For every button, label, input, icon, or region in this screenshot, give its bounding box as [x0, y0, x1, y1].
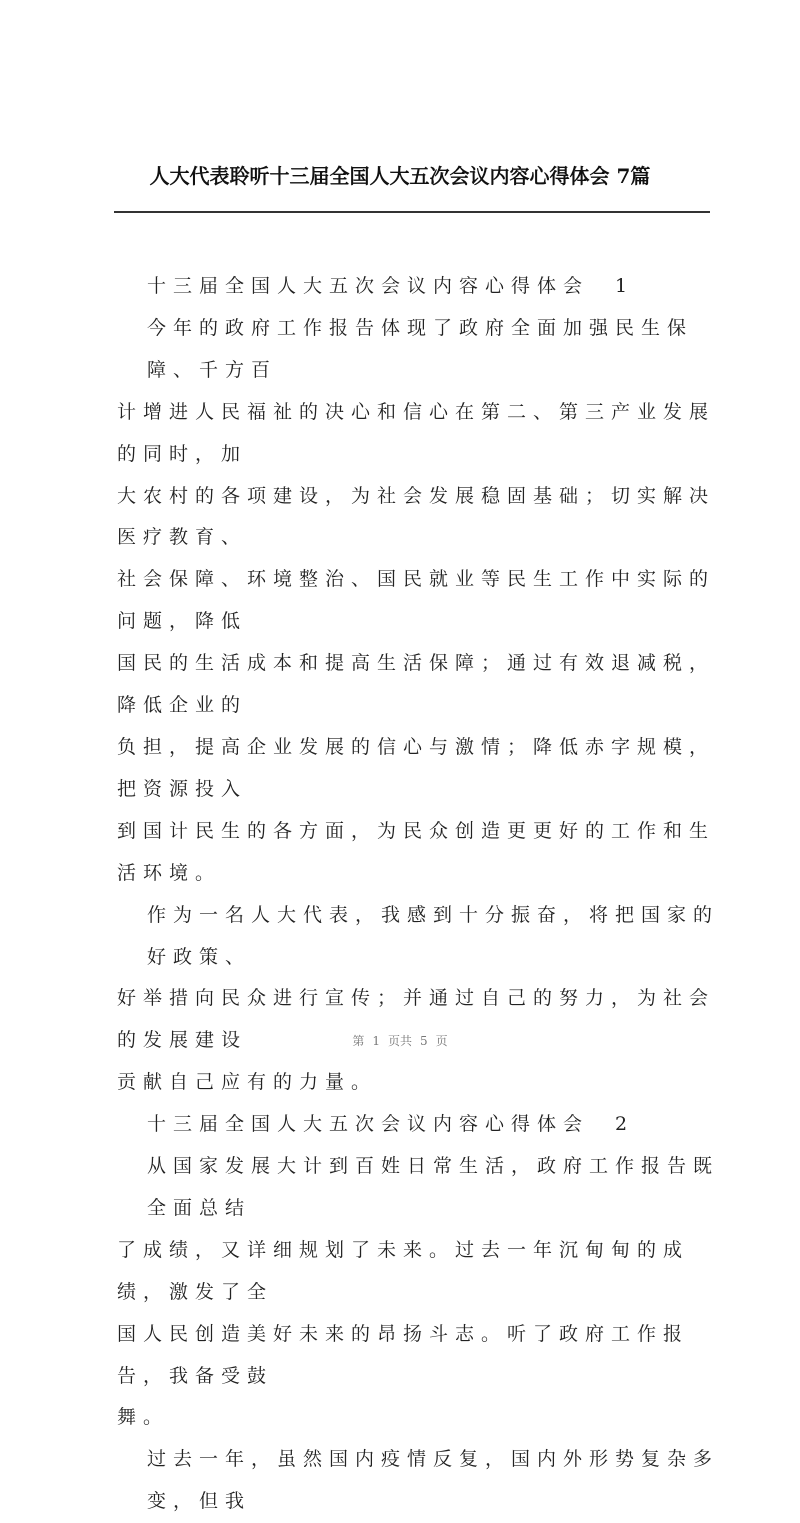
document-title: 人大代表聆听十三届全国人大五次会议内容心得体会 7篇 — [149, 164, 651, 188]
footer-prefix: 第 — [352, 1034, 365, 1048]
document-body — [117, 266, 729, 1523]
section-heading: 十三届全国人大五次会议内容心得体会 2 — [147, 1113, 635, 1136]
paragraph-line: 到国计民生的各方面，为民众创造更更好的工作和生活环境。 — [117, 819, 716, 884]
paragraph-line: 了成绩，又详细规划了未来。过去一年沉甸甸的成绩，激发了全 — [117, 1238, 690, 1303]
footer-mid: 页共 — [387, 1034, 412, 1048]
paragraph-line: 今年的政府工作报告体现了政府全面加强民生保障、千方百 — [147, 316, 694, 381]
footer-suffix: 页 — [435, 1034, 448, 1048]
page-footer — [0, 1032, 800, 1049]
title-divider — [114, 211, 710, 213]
page-number: 1 — [372, 1034, 380, 1048]
paragraph-line: 国民的生活成本和提高生活保障；通过有效退减税，降低企业的 — [117, 652, 716, 717]
paragraph-line: 大农村的各项建设，为社会发展稳固基础；切实解决医疗教育、 — [117, 484, 716, 549]
paragraph-line: 负担，提高企业发展的信心与激情；降低赤字规模，把资源投入 — [117, 735, 716, 800]
total-pages: 5 — [420, 1034, 428, 1048]
paragraph-line: 从国家发展大计到百姓日常生活，政府工作报告既全面总结 — [147, 1155, 720, 1219]
paragraph-line: 作为一名人大代表，我感到十分振奋，将把国家的好政策、 — [147, 903, 720, 968]
paragraph-line: 好举措向民众进行宣传；并通过自己的努力，为社会的发展建设 — [117, 987, 716, 1052]
paragraph-line: 国人民创造美好未来的昂扬斗志。听了政府工作报告，我备受鼓 — [117, 1322, 690, 1387]
paragraph-line: 过去一年，虽然国内疫情反复，国内外形势复杂多变，但我 — [147, 1448, 720, 1513]
paragraph-line: 计增进人民福祉的决心和信心在第二、第三产业发展的同时，加 — [117, 400, 716, 465]
paragraph-line: 贡献自己应有的力量。 — [117, 1071, 378, 1094]
paragraph-line: 舞。 — [117, 1406, 170, 1429]
section-heading: 十三届全国人大五次会议内容心得体会 1 — [147, 275, 635, 297]
paragraph-line: 社会保障、环境整治、国民就业等民生工作中实际的问题，降低 — [117, 568, 716, 633]
